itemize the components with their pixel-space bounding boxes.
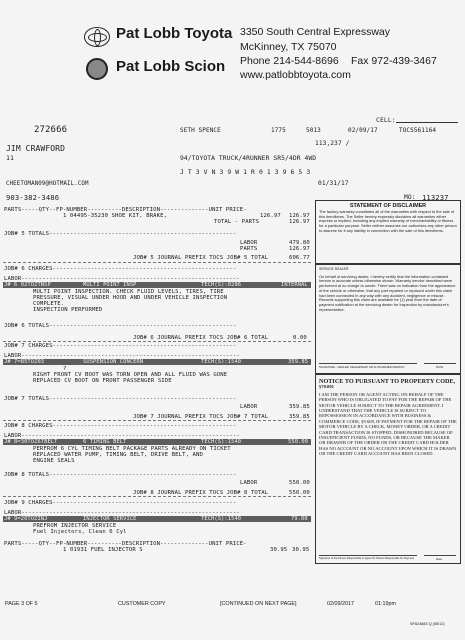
dealer-phone: Phone 214-544-8696 xyxy=(240,55,339,67)
job-code: J# 7=85TOZ03 xyxy=(4,359,45,365)
job-description-line: PRESSURE, VISUAL UNDER HOOD AND UNDER VEHICLE INSPECTION xyxy=(33,295,228,301)
service-advisor: SETH SPENCE xyxy=(180,127,221,134)
brand-toyota: Pat Lobb Toyota xyxy=(116,25,233,42)
ro-date: 02/09/17 xyxy=(348,127,378,134)
job-band xyxy=(3,516,311,522)
brand-scion: Pat Lobb Scion xyxy=(116,58,226,75)
ro-code-2: 5013 xyxy=(306,127,321,134)
ro-tag: TOCS561164 xyxy=(399,127,437,134)
payer-signature-label: Signature of the Person Responsible or Agent for Person Responsible for Payment xyxy=(319,557,415,560)
in-service-date: 01/31/17 xyxy=(318,180,349,187)
disclaimer-box xyxy=(315,200,461,264)
labor-rule: LABOR--------------------------------------------------------------- xyxy=(4,433,240,439)
job-band xyxy=(3,439,311,445)
dealer-date-label: DATE xyxy=(436,365,444,369)
labor-rule: LABOR--------------------------------------------------------------- xyxy=(4,276,240,282)
job-description-line: REPLACED CV BOOT ON FRONT PASSENGER SIDE xyxy=(33,378,172,384)
customer-phone: 903-382-3486 xyxy=(6,193,60,202)
job-summary: JOB# 5 JOURNAL PREFIX TOCS JOB# 5 TOTAL xyxy=(133,255,269,261)
part-line: 1 01931 FUEL INJECTOR S xyxy=(63,547,143,553)
dealer-website: www.patlobbtoyota.com xyxy=(240,69,351,81)
continued-note: [CONTINUED ON NEXT PAGE] xyxy=(220,601,297,607)
labor-rule: LABOR--------------------------------------------------------------- xyxy=(4,510,240,516)
job-charges-label: JOB# 6 CHARGES----------------------------------------------------- xyxy=(4,266,237,272)
dealer-signature-line xyxy=(319,363,417,364)
service-dealer-label: SERVICE DEALER xyxy=(319,267,349,271)
job-totals-label: JOB# 5 TOTALS------------------------------------------------------ xyxy=(4,231,237,237)
labor-value: 550.00 xyxy=(289,480,310,486)
cell-underline xyxy=(396,122,458,123)
job-description-line: ? xyxy=(63,366,67,372)
dealer-address: 3350 South Central Expressway xyxy=(240,26,390,38)
job-description-line: COMPLETE. xyxy=(33,301,65,307)
payer-signature-line xyxy=(319,555,417,556)
divider xyxy=(3,262,311,263)
job-description-line: ENGINE SEALS xyxy=(33,458,75,464)
labor-label: LABOR xyxy=(240,404,258,410)
disclaimer-text: The factory warranty constitutes all of the warranties with respect to the sale of this item/items. The Seller hereby expressly disclaims all warranties either express or implied, including any implied warranty of merchantability or fitness for a particular purpose. Seller neither assumes nor authorizes any other person to assume for it any liability in connection with the sale of this item/items. xyxy=(319,209,457,233)
job-total: 359.85 xyxy=(289,414,310,420)
job-total: 606.77 xyxy=(289,255,310,261)
job-totals-label: JOB# 7 TOTALS------------------------------------------------------ xyxy=(4,396,237,402)
parts-header: PARTS-----QTY--FP-NUMBER----------DESCRIPTION--------------UNIT PRICE- xyxy=(4,207,247,213)
job-summary: JOB# 7 JOURNAL PREFIX TOCS JOB# 7 TOTAL xyxy=(133,414,269,420)
job-tech: TECH(S):1540 xyxy=(201,516,242,522)
notice-subtitle: §70.001 xyxy=(319,384,334,390)
total-parts-value: 126.97 xyxy=(289,219,310,225)
parts-label: PARTS xyxy=(240,246,258,252)
job-description-line: RIGHT FRONT CV BOOT WAS TORN OPEN AND ALL FLUID WAS GONE xyxy=(33,372,228,378)
job-tech: TECH(S):0286 xyxy=(201,282,242,288)
payer-date-line xyxy=(424,555,456,556)
print-time: 01:19pm xyxy=(375,601,396,607)
print-date: 02/09/2017 xyxy=(327,601,354,607)
job-totals-label: JOB# 6 TOTALS------------------------------------------------------ xyxy=(4,323,237,329)
job-description-line: INSPECTION PERFORMED xyxy=(33,307,103,313)
parts-value: 126.97 xyxy=(289,246,310,252)
job-charges-label: JOB# 7 CHARGES----------------------------------------------------- xyxy=(4,343,237,349)
job-summary: JOB# 8 JOURNAL PREFIX TOCS JOB# 8 TOTAL xyxy=(133,490,269,496)
service-dealer-box xyxy=(315,264,461,374)
notice-title: NOTICE TO PURSUANT TO PROPERTY CODE, xyxy=(319,378,456,385)
part-extended: 30.95 xyxy=(292,547,310,553)
vin: J T 3 V N 3 9 W 1 R 0 1 3 9 6 5 3 xyxy=(180,168,311,176)
part-extended: 126.97 xyxy=(289,213,310,219)
job-description-line: REPLACED WATER PUMP, TIMING BELT, DRIVE BELT, AND xyxy=(33,452,203,458)
job-total: 550.00 xyxy=(289,490,310,496)
job-title: MULTI POINT INSP xyxy=(83,282,137,288)
part-price: 126.97 xyxy=(260,213,281,219)
dealer-city: McKinney, TX 75070 xyxy=(240,41,337,53)
scion-logo-icon xyxy=(86,58,108,80)
divider xyxy=(3,420,311,421)
job-code: J# 9=20TOZINJ xyxy=(4,516,48,522)
total-parts-label: TOTAL - PARTS xyxy=(214,219,260,225)
service-dealer-text: On behalf of servicing dealer, I hereby certify that the information contained hereon is accurate unless otherwise shown. Warranty service described were performed at no charge to owner. There was no indication from the appearance of the vehicle or otherwise, that any part repaired or replaced under this claim had been connected in any way with any accident, negligence or misuse. Records supporting this claim are available for (1) year from the date of payment notification at the servicing dealer for inspection by manufacturer's representative. xyxy=(319,273,456,312)
job-description-line: MULTI POINT INSPECTION. CHECK FLUID LEVELS, TIRES, TIRE xyxy=(33,289,224,295)
customer-name: JIM CRAWFORD xyxy=(6,144,65,153)
job-totals-label: JOB# 8 TOTALS------------------------------------------------------ xyxy=(4,472,237,478)
labor-rule: LABOR--------------------------------------------------------------- xyxy=(4,353,240,359)
divider xyxy=(3,341,311,342)
mo-label: MO: xyxy=(404,194,416,201)
mo-number: 113237 xyxy=(422,193,449,202)
job-code: J# 8=30TOZ6TBELT xyxy=(4,439,58,445)
job-tech: TECH(S):1540 xyxy=(201,359,242,365)
cell-label: CELL: xyxy=(376,116,396,124)
notice-text: I AM THE PERSON OR AGENT ACTING ON BEHALF OF THE PERSON WHO IS OBLIGATED TO PAY FOR THE REPAIR OF THE MOTOR VEHICLE SUBJECT TO THE REPAIR AGREEMENT. I UNDERSTAND THAT THE VEHICLE IS SUBJECT TO REPOSSESSION IN ACCORDANCE WITH BUSINESS & COMMERCE CODE, §9.609, IF PAYMENT FOR THE REPAIR OF THE MOTOR VEHICLE BY A CHECK, MONEY ORDER, OR A CREDIT CARD TRANSACTION IS STOPPED, DISHONORED BECAUSE OF INSUFFICIENT FUNDS, NO FUNDS, OR BECAUSE THE MAKER OR DRAWER OF THE ORDER OR THE CREDIT CARD HOLDER HAS NO ACCOUNT OR NO ACCOUNT UPON WHICH IT IS DRAWN OR THE CREDIT CARD ACCOUNT HAS BEEN CLOSED. xyxy=(319,391,457,457)
job-title: SUSPENSION CONCERN xyxy=(83,359,144,365)
mileage: 113,237 / xyxy=(315,140,350,147)
job-amount: 79.00 xyxy=(291,516,308,522)
customer-email: CHEETOMAN09@HOTMAIL.COM xyxy=(6,181,89,187)
job-type: INTERNAL xyxy=(281,282,308,288)
job-description-line: PREFROM INJECTOR SERVICE xyxy=(33,523,117,529)
labor-label: LABOR xyxy=(240,240,258,246)
toyota-logo-icon xyxy=(84,27,110,47)
job-summary: JOB# 6 JOURNAL PREFIX TOCS JOB# 6 TOTAL xyxy=(133,335,269,341)
job-band xyxy=(3,359,311,365)
job-charges-label: JOB# 9 CHARGES----------------------------------------------------- xyxy=(4,500,237,506)
payer-date-label: Date xyxy=(436,557,442,561)
parts-header: PARTS-----QTY--FP-NUMBER----------DESCRIPTION--------------UNIT PRICE- xyxy=(4,541,247,547)
property-code-box xyxy=(315,374,461,564)
vehicle-description: 94/TOYOTA TRUCK/4RUNNER SR5/4DR 4WD xyxy=(180,155,317,162)
job-tech: TECH(S):1540 xyxy=(201,439,242,445)
job-title: INJECTOR SERVICE xyxy=(83,516,137,522)
dealer-signature-label: SIGNATURE - DEALER, DEALERSHIP OR AUTHORIZED PERSON xyxy=(319,365,405,369)
copy-type: CUSTOMER COPY xyxy=(118,601,166,607)
ro-number: 272666 xyxy=(34,125,68,135)
labor-value: 479.80 xyxy=(289,240,310,246)
job-total: 0.00 xyxy=(293,335,307,341)
ro-code-1: 1775 xyxy=(271,127,286,134)
dealer-fax: Fax 972-439-3467 xyxy=(351,55,437,67)
job-description-line: Fuel Injectors, Clean 6 Cyl xyxy=(33,529,127,535)
labor-label: LABOR xyxy=(240,480,258,486)
job-band xyxy=(3,282,311,288)
part-price: 30.95 xyxy=(270,547,288,553)
job-amount: 359.85 xyxy=(288,359,309,365)
part-line: 1 04495-35230 SHOE KIT, BRAKE, xyxy=(63,213,168,219)
form-number: SF624883 Q (08/12) xyxy=(410,622,445,626)
job-amount: 550.00 xyxy=(288,439,309,445)
job-title: 6 TIMING BELT xyxy=(83,439,127,445)
disclaimer-title: STATEMENT OF DISCLAIMER xyxy=(349,203,427,209)
labor-value: 359.85 xyxy=(289,404,310,410)
customer-line-2: 11 xyxy=(6,154,15,162)
job-description-line: PERFROM 6 CYL TIMING BELT PACKAGE PARTS ALREADY ON TICKET xyxy=(33,446,231,452)
dealer-date-line xyxy=(424,363,456,364)
job-code: J# 6 02TOZTNSP xyxy=(4,282,51,288)
divider xyxy=(3,496,311,497)
page-number: PAGE 3 OF 5 xyxy=(5,601,38,607)
job-charges-label: JOB# 8 CHARGES----------------------------------------------------- xyxy=(4,423,237,429)
